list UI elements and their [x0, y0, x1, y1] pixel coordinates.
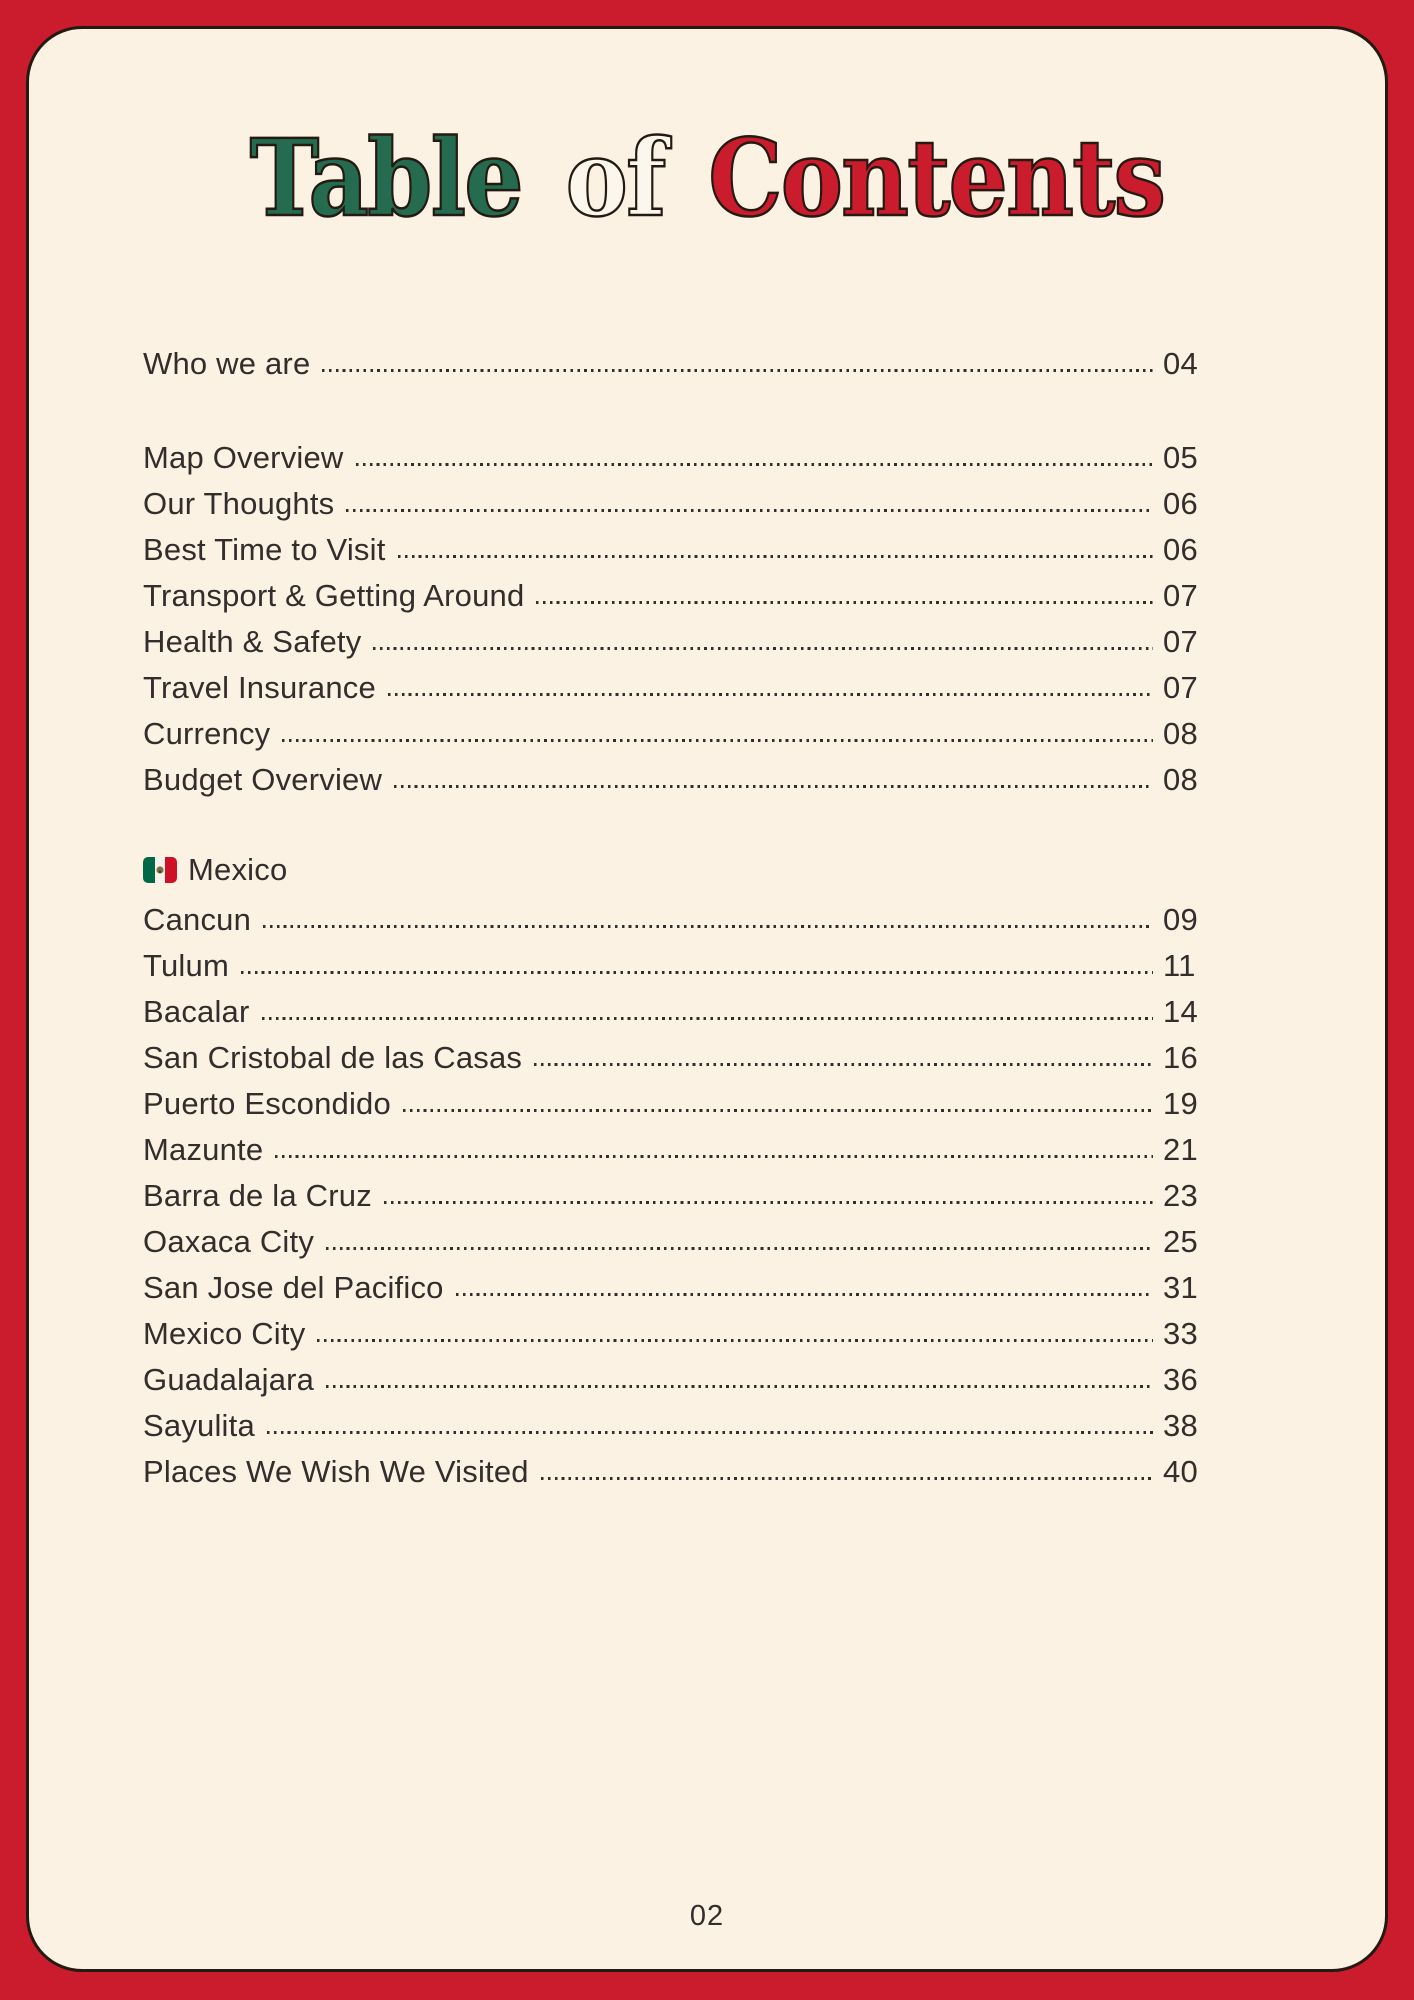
toc-entry-label: Bacalar [143, 994, 250, 1029]
toc-entry-label: Health & Safety [143, 624, 362, 659]
title-word-of: of [565, 115, 665, 240]
dotted-leader [267, 1431, 1153, 1434]
toc-entry-page-number: 36 [1163, 1362, 1198, 1397]
toc-entry-label: Transport & Getting Around [143, 578, 525, 613]
toc-entry-label: Puerto Escondido [143, 1086, 391, 1121]
dotted-leader [326, 1385, 1153, 1388]
toc-entry[interactable] [143, 337, 1215, 383]
toc-entry-page-number: 16 [1163, 1040, 1198, 1075]
section-header-mexico [143, 847, 1215, 893]
dotted-leader [384, 1201, 1153, 1204]
toc-group [143, 431, 1215, 799]
dotted-leader [456, 1293, 1153, 1296]
title-word-contents: Contents [708, 115, 1165, 240]
dotted-leader [403, 1109, 1153, 1112]
toc-entry-page-number: 07 [1163, 670, 1198, 705]
toc-entry[interactable] [143, 1215, 1215, 1261]
title-word-table: Table [249, 115, 522, 240]
toc-entry-label: Budget Overview [143, 762, 383, 797]
dotted-leader [326, 1247, 1153, 1250]
mexico-flag-icon [143, 857, 177, 883]
dotted-leader [373, 647, 1153, 650]
toc-entry-label: Cancun [143, 902, 252, 937]
section-header-label: Mexico [188, 852, 288, 888]
toc-entry[interactable] [143, 431, 1215, 477]
toc-entry-label: Oaxaca City [143, 1224, 315, 1259]
page-title [110, 115, 1303, 240]
toc-entry-label: Currency [143, 716, 271, 751]
toc-entry-page-number: 11 [1163, 948, 1196, 983]
toc-entry[interactable] [143, 1353, 1215, 1399]
toc-entry-page-number: 08 [1163, 716, 1198, 751]
toc-entry-page-number: 14 [1163, 994, 1198, 1029]
toc-entry-label: Who we are [143, 346, 311, 381]
toc-entry-label: Tulum [143, 948, 229, 983]
dotted-leader [262, 1017, 1153, 1020]
dotted-leader [541, 1477, 1153, 1480]
toc-entry[interactable] [143, 523, 1215, 569]
dotted-leader [322, 369, 1153, 372]
dotted-leader [241, 971, 1153, 974]
toc-entry-label: Mexico City [143, 1316, 306, 1351]
toc-entry[interactable] [143, 939, 1215, 985]
dotted-leader [356, 463, 1153, 466]
toc-entry-page-number: 06 [1163, 486, 1198, 521]
dotted-leader [388, 693, 1153, 696]
toc-entry-label: Guadalajara [143, 1362, 315, 1397]
toc-entry-page-number: 21 [1163, 1132, 1198, 1167]
toc-entry[interactable] [143, 1169, 1215, 1215]
toc-entry-page-number: 19 [1163, 1086, 1198, 1121]
table-of-contents [143, 337, 1215, 1491]
dotted-leader [263, 925, 1153, 928]
toc-entry[interactable] [143, 1077, 1215, 1123]
toc-entry[interactable] [143, 1261, 1215, 1307]
toc-page [26, 26, 1388, 1972]
toc-entry-page-number: 07 [1163, 578, 1198, 613]
toc-entry-page-number: 07 [1163, 624, 1198, 659]
toc-entry-label: Places We Wish We Visited [143, 1454, 529, 1489]
dotted-leader [534, 1063, 1153, 1066]
toc-entry[interactable] [143, 753, 1215, 799]
toc-entry-page-number: 23 [1163, 1178, 1198, 1213]
toc-group [143, 847, 1215, 1491]
toc-entry-page-number: 05 [1163, 440, 1198, 475]
toc-entry-label: Travel Insurance [143, 670, 376, 705]
dotted-leader [275, 1155, 1153, 1158]
toc-entry-page-number: 40 [1163, 1454, 1198, 1489]
toc-entry[interactable] [143, 1307, 1215, 1353]
toc-entry-label: San Cristobal de las Casas [143, 1040, 523, 1075]
toc-entry-page-number: 38 [1163, 1408, 1198, 1443]
toc-entry-label: Our Thoughts [143, 486, 335, 521]
dotted-leader [398, 555, 1153, 558]
dotted-leader [282, 739, 1153, 742]
page-number: 02 [689, 1900, 725, 1932]
dotted-leader [394, 785, 1153, 788]
toc-entry[interactable] [143, 569, 1215, 615]
toc-entry-label: Barra de la Cruz [143, 1178, 372, 1213]
toc-entry[interactable] [143, 1445, 1215, 1491]
dotted-leader [346, 509, 1153, 512]
toc-entry-page-number: 09 [1163, 902, 1198, 937]
toc-entry-page-number: 04 [1163, 346, 1198, 381]
toc-entry-label: San Jose del Pacifico [143, 1270, 444, 1305]
toc-entry[interactable] [143, 1031, 1215, 1077]
toc-entry-page-number: 31 [1163, 1270, 1198, 1305]
toc-entry[interactable] [143, 1123, 1215, 1169]
toc-entry-label: Map Overview [143, 440, 344, 475]
toc-entry[interactable] [143, 985, 1215, 1031]
toc-entry[interactable] [143, 477, 1215, 523]
toc-entry-page-number: 25 [1163, 1224, 1198, 1259]
toc-entry[interactable] [143, 893, 1215, 939]
toc-entry-page-number: 08 [1163, 762, 1198, 797]
toc-entry[interactable] [143, 661, 1215, 707]
toc-entry-label: Mazunte [143, 1132, 264, 1167]
toc-entry-label: Sayulita [143, 1408, 255, 1443]
dotted-leader [317, 1339, 1153, 1342]
toc-entry-label: Best Time to Visit [143, 532, 386, 567]
toc-entry[interactable] [143, 615, 1215, 661]
toc-entry-page-number: 33 [1163, 1316, 1198, 1351]
toc-entry-page-number: 06 [1163, 532, 1198, 567]
toc-group [143, 337, 1215, 383]
toc-entry[interactable] [143, 707, 1215, 753]
dotted-leader [536, 601, 1153, 604]
toc-entry[interactable] [143, 1399, 1215, 1445]
